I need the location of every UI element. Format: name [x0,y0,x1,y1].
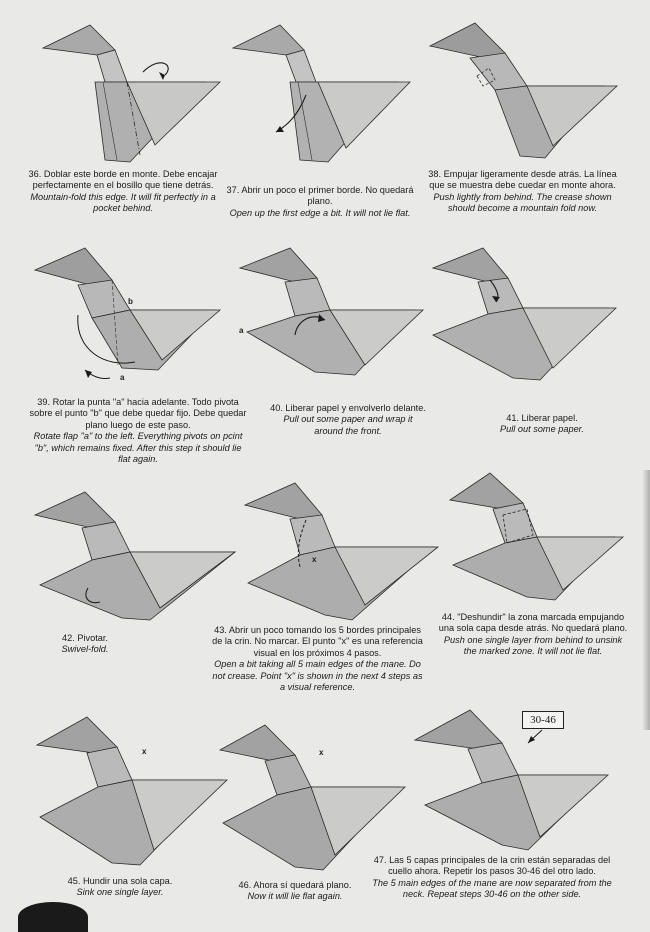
caption-spanish: 41. Liberar papel. [506,413,578,423]
step-40-caption [268,403,428,437]
caption-spanish: 43. Abrir un poco tomando los 5 bordes principales de la crin. No marcar. El punto "x" es una referencia visual en los próximos 4 pasos. [212,625,423,658]
step-40-diagram [235,240,430,390]
caption-english: Swivel-fold. [61,644,109,655]
step-42-caption [50,633,120,656]
point-x-label: x [319,748,324,757]
caption-english: Push lightly from behind. The crease shown should become a mountain fold now. [433,191,612,214]
step-range-box: 30-46 [522,711,564,729]
step-39-diagram [30,240,230,390]
caption-spanish: 46. Ahora sí quedará plano. [238,880,352,890]
step-43-caption [210,625,425,693]
caption-english: Sink one single layer. [76,887,164,898]
caption-english: Open a bit taking all 5 main edges of the mane. Do not crease. Point "x" is shown in the next 4 steps as a visual reference. [212,659,423,693]
caption-spanish: 36. Doblar este borde en monte. Debe encajar perfectamente en el bosillo que tiene detrás. [28,169,218,191]
caption-english: Now it will lie flat again. [247,891,343,902]
step-43-diagram [240,475,440,625]
step-46-diagram [215,715,410,875]
step-39-caption [28,397,248,465]
point-x-label: x [312,555,317,564]
caption-english: Rotate flap "a" to the left. Everything pivots on pcint "b", which remains fixed. After this step it should lie flat again. [33,431,243,465]
caption-english: Open up the first edge a bit. It will not lie flat. [229,207,411,218]
caption-spanish: 39. Rotar la punta "a" hacia adelante. Todo pivota sobre el punto "b" que debe quedar fijo. Debe quedar plano luego de este paso. [29,397,247,430]
step-36-caption [28,169,218,215]
step-44-caption [438,612,628,658]
step-45-diagram [32,705,232,870]
page-corner-mark [18,902,88,932]
step-44-diagram [445,465,630,605]
caption-spanish: 38. Empujar ligeramente desde atrás. La línea que se muestra debe cuedar en monte ahora. [428,169,617,191]
point-a-label: a [120,373,125,382]
step-37-caption [222,185,418,219]
step-47-caption [362,855,622,901]
point-x-label: x [142,747,147,756]
caption-spanish: 37. Abrir un poco el primer borde. No quedará plano. [226,185,414,207]
step-47-diagram [410,705,610,855]
caption-spanish: 40. Liberar papel y envolverlo delante. [270,403,426,413]
step-42-diagram [30,480,240,625]
page-edge-shadow [642,470,650,730]
caption-english: Mountain-fold this edge. It will fit perfectly in a pocket behind. [30,191,216,214]
caption-spanish: 45. Hundir una sola capa. [67,876,173,886]
caption-spanish: 42. Pivotar. [62,633,108,643]
caption-english: The 5 main edges of the mane are now separated from the neck. Repeat steps 30-46 on the other side. [372,877,612,900]
caption-english: Pull out some paper and wrap it around the front. [283,414,413,436]
step-41-diagram [428,240,623,390]
caption-english: Push one single layer from behind to unsink the marked zone. It will not lie flat. [443,634,623,657]
step-41-caption [482,413,602,436]
caption-spanish: 47. Las 5 capas principales de la crin están separadas del cuello ahora. Repetir los pasos 30-46 del otro lado. [373,855,611,877]
caption-english: Pull out some paper. [500,424,584,435]
step-38-caption [420,169,625,215]
point-b-label: b [128,297,133,306]
point-a-label: a [239,326,244,335]
step-37-diagram [228,20,418,170]
step-38-diagram [425,18,625,163]
step-45-caption [55,876,185,899]
step-36-diagram [35,20,235,165]
step-46-caption [225,880,365,903]
caption-spanish: 44. "Deshundir" la zona marcada empujando una sola capa desde atrás. No quedará plano. [438,612,628,634]
